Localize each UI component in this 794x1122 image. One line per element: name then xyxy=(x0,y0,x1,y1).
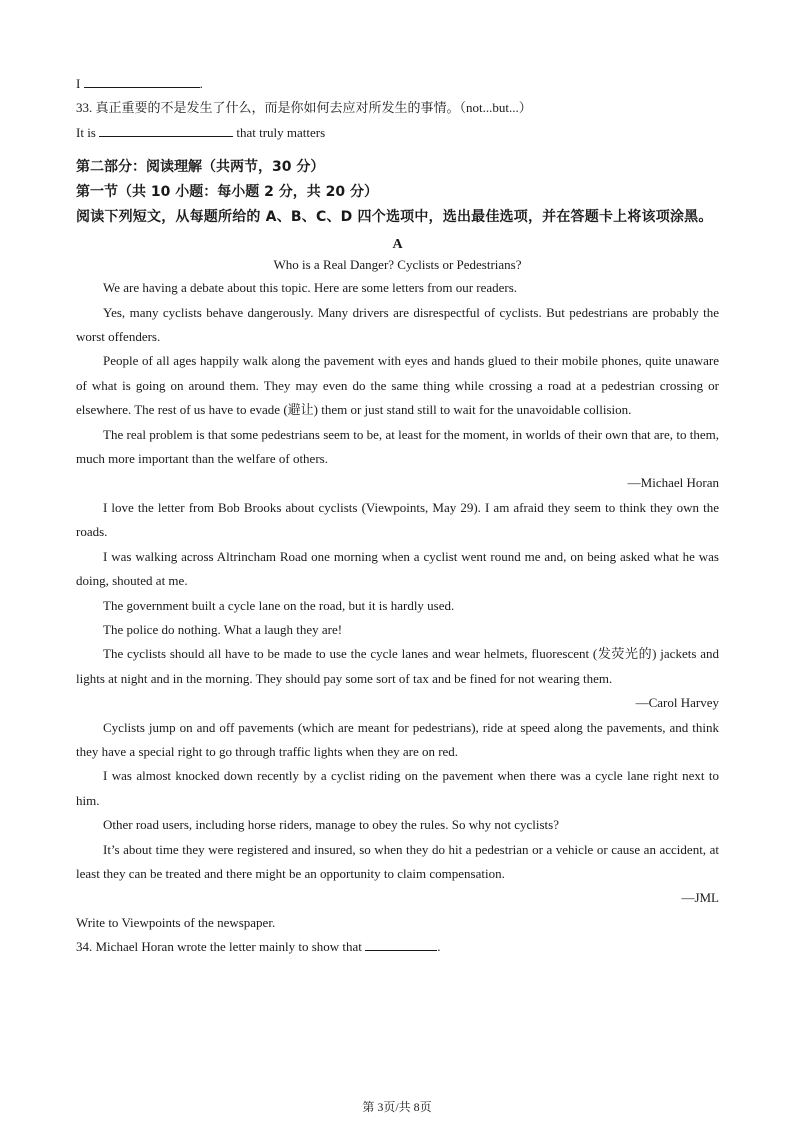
letter1-paragraph: Yes, many cyclists behave dangerously. Many drivers are disrespectful of cyclists. But pedestrians are probably the worst offenders. xyxy=(76,304,719,345)
answer-blank xyxy=(84,75,200,88)
passage-intro: We are having a debate about this topic. Here are some letters from our readers. xyxy=(103,280,518,296)
q33-prompt: 33. 真正重要的不是发生了什么，而是你如何去应对所发生的事情。（not...but...） xyxy=(76,100,532,116)
letter2-paragraph: The police do nothing. What a laugh they are! xyxy=(103,621,343,637)
letter3-paragraph: I was almost knocked down recently by a cyclist riding on the pavement when there was a cycle lane right next to him. xyxy=(76,768,719,808)
q34-prompt-line xyxy=(76,935,719,959)
letter3-paragraph: Other road users, including horse riders, manage to obey the rules. So why not cyclists? xyxy=(103,817,559,833)
letter3-signature: —JML xyxy=(681,890,719,906)
part-title: 第二部分：阅读理解（共两节，30 分） xyxy=(76,159,325,176)
letter1-signature: —Michael Horan xyxy=(627,475,719,491)
letter2-paragraph: I was walking across Altrincham Road one morning when a cyclist went round me and, on being asked what he was doing, shouted at me. xyxy=(76,548,719,589)
carryover-answer-line xyxy=(76,72,719,96)
q33-answer-line xyxy=(76,121,719,145)
q33-prefix: It is xyxy=(76,124,96,140)
exam-page xyxy=(76,72,719,960)
passage-title: Who is a Real Danger? Cyclists or Pedestrians? xyxy=(273,257,522,273)
section-title: 第一节（共 10 小题：每小题 2 分，共 20 分） xyxy=(76,184,378,201)
carryover-suffix: . xyxy=(199,76,203,91)
q34-prompt: 34. Michael Horan wrote the letter mainly to show that xyxy=(76,939,362,955)
instructions: 阅读下列短文，从每题所给的 A、B、C、D 四个选项中，选出最佳选项，并在答题卡上将该项涂黑。 xyxy=(76,209,713,226)
letter2-paragraph: The government built a cycle lane on the road, but it is hardly used. xyxy=(103,597,455,613)
page-footer: 第 3页/共 8页 xyxy=(362,1100,432,1114)
answer-blank xyxy=(99,124,233,137)
letter1-paragraph: The real problem is that some pedestrians seem to be, at least for the moment, in worlds of their own that are, to them, much more important than the welfare of others. xyxy=(76,426,719,467)
letter2-signature: —Carol Harvey xyxy=(635,695,719,711)
letter2-paragraph: I love the letter from Bob Brooks about cyclists (Viewpoints, May 29). I am afraid they seem to think they own the roads. xyxy=(76,499,719,540)
carryover-prefix: I xyxy=(76,76,81,91)
letter1-paragraph: People of all ages happily walk along the pavement with eyes and hands glued to their mobile phones, quite unaware of what is going on around them. They may even do the same thing while crossing a road at a pedestrian crossing or elsewhere. The rest of us have to evade (避让) them or just stand still to wait for the unavoidable collision. xyxy=(76,353,719,418)
q33-suffix: that truly matters xyxy=(236,124,326,140)
passage-label: A xyxy=(392,237,403,253)
letter2-paragraph: The cyclists should all have to be made to use the cycle lanes and wear helmets, fluorescent (发荧光的) jackets and lights at night and in the morning. They should pay some sort of tax and be fined for not wearing them. xyxy=(76,646,719,686)
letter3-paragraph: Cyclists jump on and off pavements (which are meant for pedestrians), ride at speed along the pavements, and think they have a special right to go through traffic lights when they are on red. xyxy=(76,719,719,759)
passage-closing: Write to Viewpoints of the newspaper. xyxy=(76,914,276,930)
letter3-paragraph: It’s about time they were registered and insured, so when they do hit a pedestrian or a vehicle or cause an accident, at least they can be treated and there might be an opportunity to claim compensation. xyxy=(76,841,719,881)
q34-suffix: . xyxy=(437,939,441,955)
answer-blank xyxy=(365,938,437,951)
